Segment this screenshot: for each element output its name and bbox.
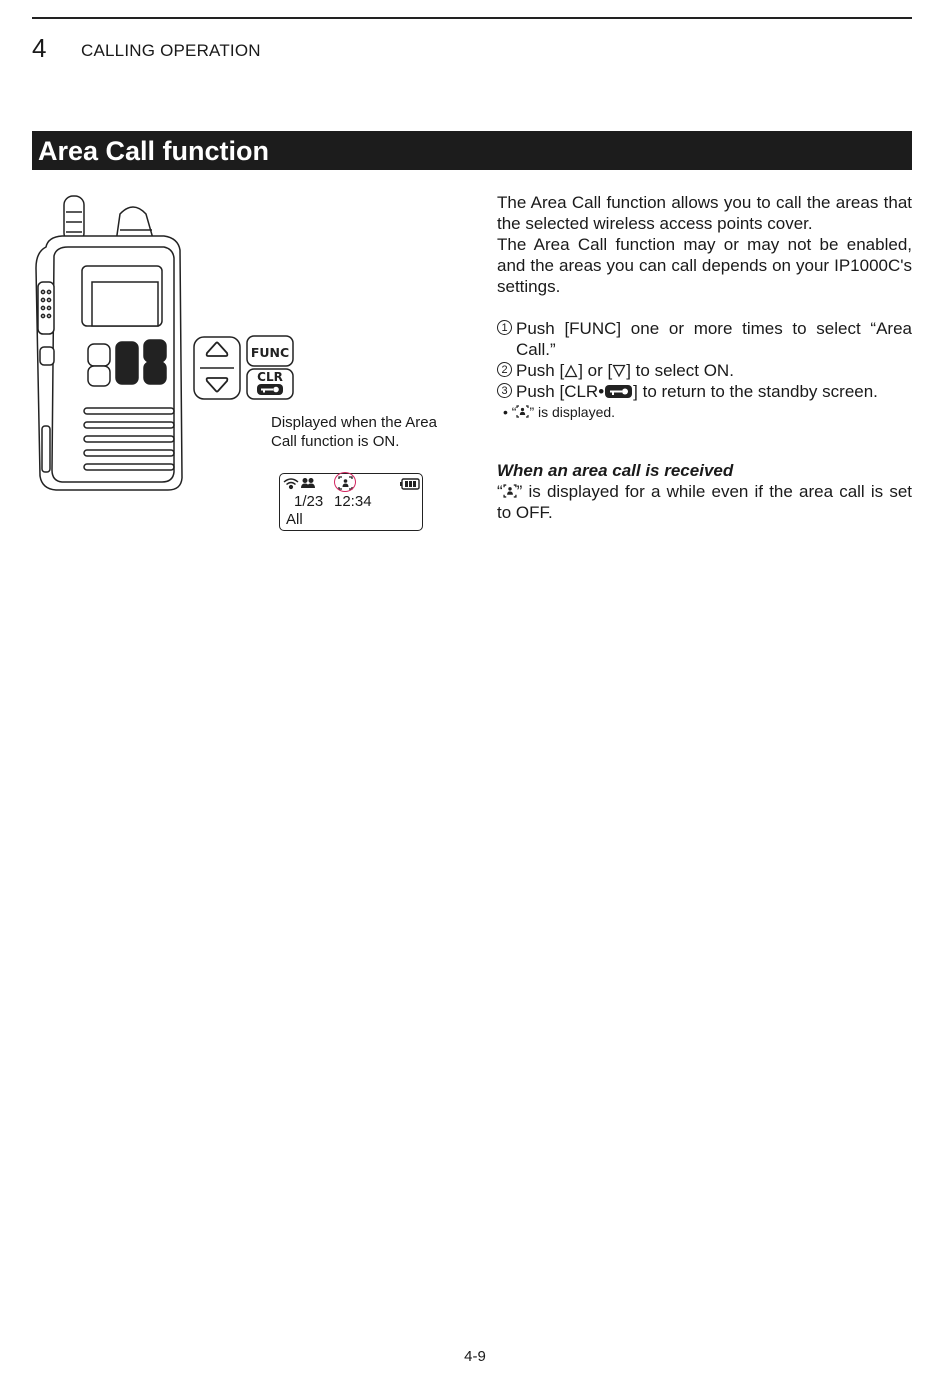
body-text <box>497 192 912 523</box>
area-call-icon <box>516 405 529 418</box>
clr-key-label: CLR <box>257 370 283 384</box>
subheading: When an area call is received <box>497 461 734 480</box>
step-1: 1 Push [FUNC] one or more times to select “Area Call.” <box>497 318 912 360</box>
chapter-number: 4 <box>32 33 47 63</box>
figure-caption: Displayed when the Area Call function is ON. <box>271 414 437 450</box>
section-header <box>32 131 912 170</box>
down-arrow-icon <box>612 364 626 378</box>
key-lock-icon <box>257 384 283 395</box>
step-2: 2 Push [ ] or [ ] to select ON. <box>497 360 912 381</box>
group-icon <box>301 478 315 488</box>
step-number: 3 <box>497 383 512 398</box>
intro-paragraph-2: The Area Call function may or may not be enabled, and the areas you can call depends on your IP1000C's settings. <box>497 235 912 296</box>
lcd-group: All <box>286 511 303 528</box>
area-call-highlight <box>334 472 356 492</box>
up-arrow-icon <box>564 364 578 378</box>
lcd-time: 12:34 <box>334 493 372 510</box>
step-3: 3 Push [CLR• ] to return to the standby screen. <box>497 381 912 402</box>
key-lock-icon <box>604 384 633 399</box>
lcd-date: 1/23 <box>294 493 324 510</box>
antenna-icon <box>284 479 298 488</box>
page-number: 4-9 <box>464 1348 486 1365</box>
func-key-label: FUNC <box>250 345 290 360</box>
section-title: Area Call function <box>38 136 270 166</box>
keypad-illustration <box>192 335 298 401</box>
step-3-note: • “ ” is displayed. <box>503 404 616 420</box>
step-number: 1 <box>497 320 512 335</box>
step-number: 2 <box>497 362 512 377</box>
radio-illustration <box>28 192 188 497</box>
received-paragraph: “ ” is displayed for a while even if the area call is set to OFF. <box>497 482 912 522</box>
area-call-icon <box>503 484 517 498</box>
intro-paragraph-1: The Area Call function allows you to call the areas that the selected wireless access points cover. <box>497 193 912 233</box>
chapter-title: CALLING OPERATION <box>81 41 261 60</box>
battery-icon <box>400 479 419 489</box>
header-rule <box>32 17 912 19</box>
